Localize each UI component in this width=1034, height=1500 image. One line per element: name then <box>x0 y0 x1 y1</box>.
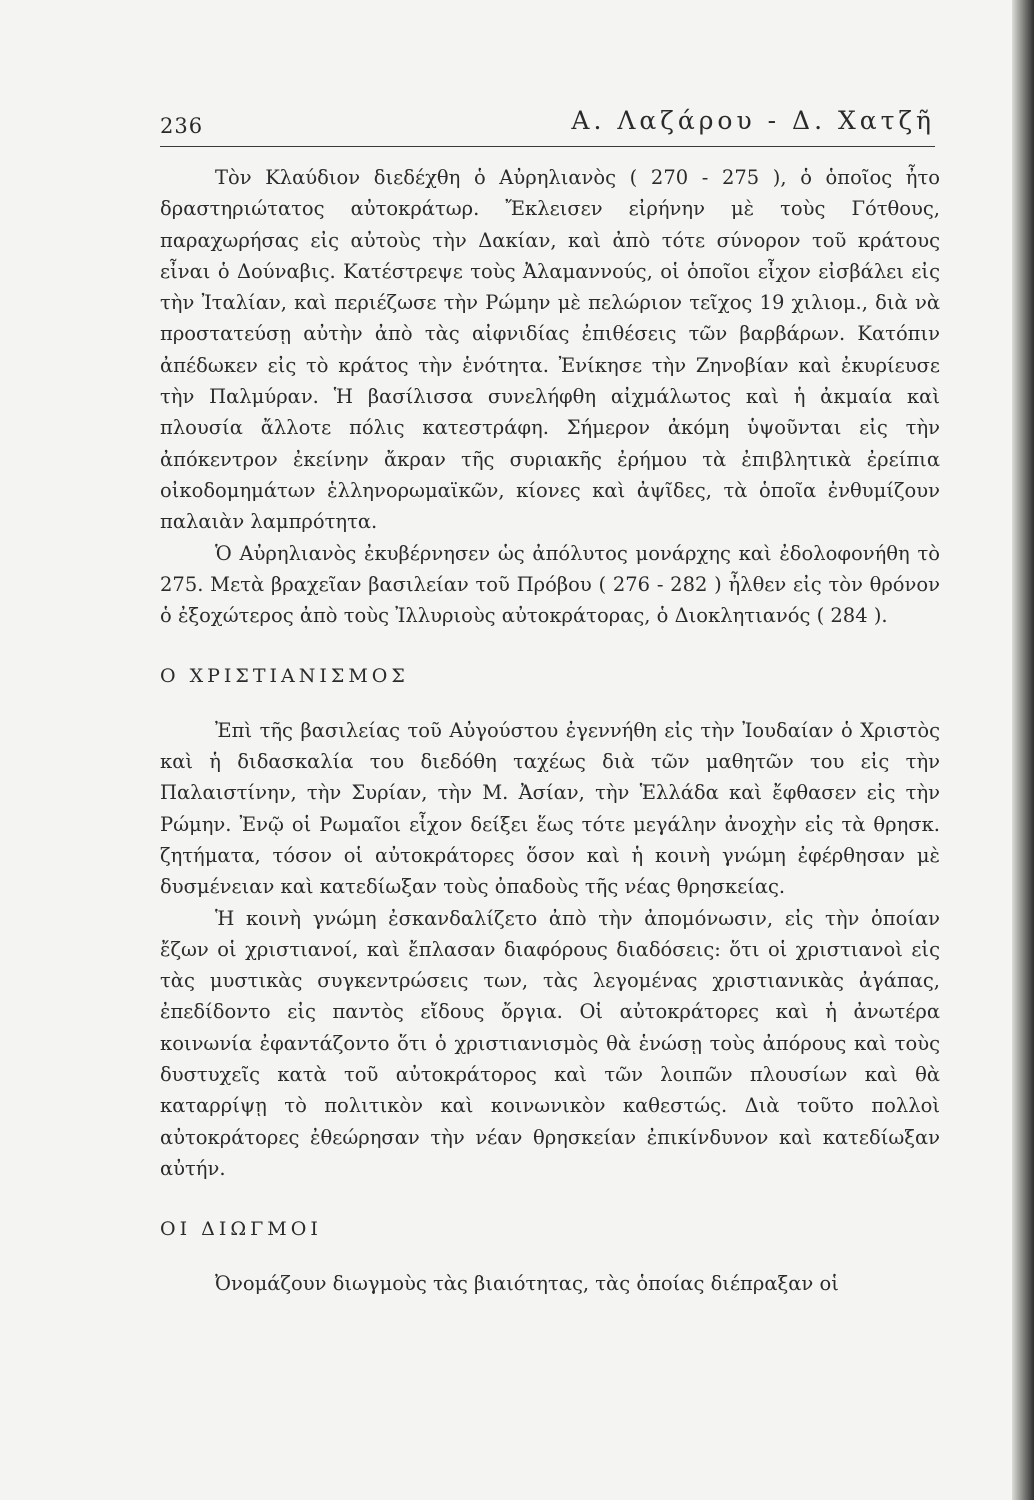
paragraph-aurelian-1: Τὸν Κλαύδιον διεδέχθη ὁ Αὐρηλιανὸς ( 270 - 275 ), ὁ ὁποῖος ἦτο δραστηριώτατος αὐτοκράτωρ. Ἔκλεισεν εἰρήνην μὲ τοὺς Γότθους, παραχωρήσας εἰς αὐτοὺς τὴν Δακίαν, καὶ ἀπὸ τότε σύνορον τοῦ κράτους εἶναι ὁ Δούναβις. Κατέστρεψε τοὺς Ἀλαμαννούς, οἱ ὁποῖοι εἶχον εἰσβάλει εἰς τὴν Ἰταλίαν, καὶ περιέζωσε τὴν Ρώμην μὲ πελώριον τεῖχος 19 χιλιομ., διὰ νὰ προστατεύσῃ αὐτὴν ἀπὸ τὰς αἰφνιδίας ἐπιθέσεις τῶν βαρβάρων. Κατόπιν ἀπέδωκεν εἰς τὸ κράτος τὴν ἑνότητα. Ἐνίκησε τὴν Ζηνοβίαν καὶ ἐκυρίευσε τὴν Παλμύραν. Ἡ βασίλισσα συνελήφθη αἰχμάλωτος καὶ ἡ ἀκμαία καὶ πλουσία ἄλλοτε πόλις κατεστράφη. Σήμερον ἀκόμη ὑψοῦνται εἰς τὴν ἀπόκεντρον ἐκείνην ἄκραν τῆς συριακῆς ἐρήμου τὰ ἐπιβλητικὰ ἐρείπια οἰκοδομημάτων ἑλληνορωμαϊκῶν, κίονες καὶ ἀψῖδες, τὰ ὁποῖα ἐνθυμίζουν παλαιὰν λαμπρότητα. <box>160 166 940 534</box>
paragraph-christianity-2: Ἡ κοινὴ γνώμη ἐσκανδαλίζετο ἀπὸ τὴν ἀπομόνωσιν, εἰς τὴν ὁποίαν ἔζων οἱ χριστιανοί, καὶ ἔπλασαν διαφόρους διαδόσεις: ὅτι οἱ χριστιανοὶ εἰς τὰς μυστικὰς συγκεντρώσεις των, τὰς λεγομένας χριστιανικὰς ἀγάπας, ἐπεδίδοντο εἰς παντὸς εἴδους ὄργια. Οἱ αὐτοκράτορες καὶ ἡ ἀνωτέρα κοινωνία ἐφαντάζοντο ὅτι ὁ χριστιανισμὸς θὰ ἑνώσῃ τοὺς ἀπόρους καὶ τοὺς δυστυχεῖς κατὰ τοῦ αὐτοκράτορος καὶ τῶν λοιπῶν πλουσίων καὶ θὰ καταρρίψῃ τὸ πολιτικὸν καὶ κοινωνικὸν καθεστώς. Διὰ τοῦτο πολλοὶ αὐτοκράτορες ἐθεώρησαν τὴν νέαν θρησκείαν ἐπικίνδυνον καὶ κατεδίωξαν αὐτήν. <box>160 906 940 1180</box>
paragraph-christianity-1: Ἐπὶ τῆς βασιλείας τοῦ Αὐγούστου ἐγεννήθη εἰς τὴν Ἰουδαίαν ὁ Χριστὸς καὶ ἡ διδασκαλία του διεδόθη ταχέως διὰ τῶν μαθητῶν του εἰς τὴν Παλαιστίνην, τὴν Συρίαν, τὴν Μ. Ἀσίαν, τὴν Ἑλλάδα καὶ ἔφθασεν εἰς τὴν Ρώμην. Ἐνῷ οἱ Ρωμαῖοι εἶχον δείξει ἕως τότε μεγάλην ἀνοχὴν εἰς τὰ θρησκ. ζητήματα, τόσον οἱ αὐτοκράτορες ὅσον καὶ ἡ κοινὴ γνώμη ἐφέρθησαν μὲ δυσμένειαν καὶ κατεδίωξαν τοὺς ὀπαδοὺς τῆς νέας θρησκείας. <box>160 718 940 899</box>
page-header <box>160 100 935 147</box>
body-text <box>160 162 940 1299</box>
heading-persecutions: ΟΙ ΔΙΩΓΜΟΙ <box>160 1218 322 1241</box>
page-number: 236 <box>160 114 204 138</box>
heading-christianity: Ο ΧΡΙΣΤΙΑΝΙΣΜΟΣ <box>160 665 409 688</box>
paragraph-aurelian-2: Ὁ Αὐρηλιανὸς ἐκυβέρνησεν ὡς ἀπόλυτος μονάρχης καὶ ἐδολοφονήθη τὸ 275. Μετὰ βραχεῖαν βασιλείαν τοῦ Πρόβου ( 276 - 282 ) ἦλθεν εἰς τὸν θρόνον ὁ ἐξοχώτερος ἀπὸ τοὺς Ἰλλυριοὺς αὐτοκράτορας, ὁ Διοκλητιανός ( 284 ). <box>160 541 940 628</box>
book-spine-shadow <box>1012 0 1034 1500</box>
running-head: Α. Λαζάρου - Δ. Χατζῆ <box>571 106 935 135</box>
paragraph-persecutions-1: Ὀνομάζουν διωγμοὺς τὰς βιαιότητας, τὰς ὁποίας διέπραξαν οἱ <box>215 1271 839 1295</box>
